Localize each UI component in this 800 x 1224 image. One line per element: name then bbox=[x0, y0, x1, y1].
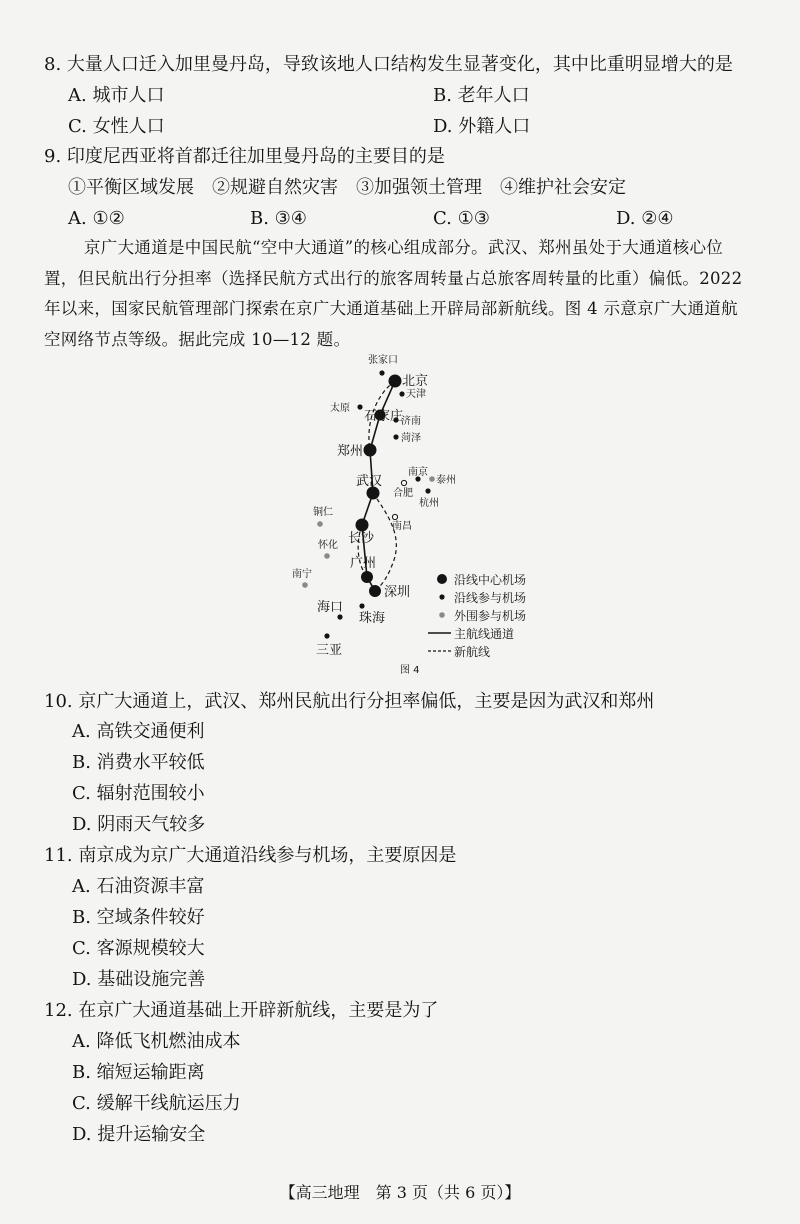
center-airport-guangzhou bbox=[361, 571, 373, 583]
q9-stem: 9. 印度尼西亚将首都迁往加里曼丹岛的主要目的是 bbox=[44, 146, 445, 167]
q12-option-c: C. 缓解干线航运压力 bbox=[72, 1093, 241, 1114]
airport-taiyuan bbox=[357, 404, 362, 409]
q8-stem: 8. 大量人口迁入加里曼丹岛，导致该地人口结构发生显著变化，其中比重明显增大的是 bbox=[44, 54, 733, 75]
passage-line: 京广大通道是中国民航“空中大通道”的核心组成部分。武汉、郑州虽处于大通道核心位 bbox=[84, 238, 724, 257]
airport-heze bbox=[393, 434, 398, 439]
q9-option-c: C. ①③ bbox=[433, 208, 490, 229]
airport-nanchang bbox=[392, 514, 397, 519]
label-nanning: 南宁 bbox=[292, 569, 312, 580]
q10-option-c: C. 辐射范围较小 bbox=[72, 783, 205, 804]
q11-stem: 11. 南京成为京广大通道沿线参与机场，主要原因是 bbox=[44, 845, 457, 866]
airport-huaihua bbox=[324, 553, 330, 559]
label-taiyuan: 太原 bbox=[330, 403, 350, 414]
label-zhangjiakou: 张家口 bbox=[368, 355, 398, 366]
airport-sanya bbox=[324, 633, 329, 638]
reading-passage bbox=[44, 233, 764, 355]
label-huaihua: 怀化 bbox=[318, 540, 338, 551]
q12-stem: 12. 在京广大通道基础上开辟新航线，主要是为了 bbox=[44, 1000, 439, 1021]
q12-option-d: D. 提升运输安全 bbox=[72, 1124, 206, 1145]
airport-hangzhou bbox=[425, 488, 430, 493]
map-legend bbox=[428, 572, 526, 659]
label-wuhan: 武汉 bbox=[356, 474, 383, 489]
label-tongren: 铜仁 bbox=[313, 507, 333, 518]
label-hefei: 合肥 bbox=[393, 488, 413, 499]
q11-option-b: B. 空域条件较好 bbox=[72, 907, 205, 928]
q10-stem: 10. 京广大通道上，武汉、郑州民航出行分担率偏低，主要是因为武汉和郑州 bbox=[44, 691, 655, 712]
airport-zhangjiakou bbox=[379, 370, 384, 375]
label-haikou: 海口 bbox=[317, 600, 344, 615]
airport-haikou bbox=[337, 614, 342, 619]
q11-option-c: C. 客源规模较大 bbox=[72, 938, 205, 959]
legend-center-symbol bbox=[437, 574, 447, 584]
center-airport-shenzhen bbox=[369, 585, 381, 597]
label-zhengzhou: 郑州 bbox=[337, 444, 364, 459]
page-footer: 【高三地理 第 3 页（共 6 页）】 bbox=[279, 1183, 521, 1202]
center-airport-beijing bbox=[389, 375, 402, 388]
q10-option-d: D. 阴雨天气较多 bbox=[72, 814, 206, 835]
q12-option-a: A. 降低飞机燃油成本 bbox=[72, 1031, 241, 1052]
q10-option-a: A. 高铁交通便利 bbox=[72, 721, 205, 742]
airport-tongren bbox=[317, 521, 323, 527]
q10-option-b: B. 消费水平较低 bbox=[72, 752, 205, 773]
label-zhuhai: 珠海 bbox=[359, 611, 386, 626]
label-shijiazhuang: 石家庄 bbox=[364, 409, 404, 424]
legend-participating-symbol bbox=[439, 594, 444, 599]
q8-option-b: B. 老年人口 bbox=[433, 85, 530, 106]
airport-hefei bbox=[401, 480, 406, 485]
airport-nanning bbox=[302, 582, 308, 588]
legend-main: 主航线通道 bbox=[454, 627, 515, 641]
label-guangzhou: 广州 bbox=[350, 556, 377, 571]
label-heze: 菏泽 bbox=[401, 433, 421, 444]
passage-line: 年以来，国家民航管理部门探索在京广大通道基础上开辟局部新航线。图 4 示意京广大通道航 bbox=[44, 299, 738, 318]
q9-option-d: D. ②④ bbox=[616, 208, 674, 229]
airport-tianjin bbox=[399, 391, 404, 396]
q8-option-c: C. 女性人口 bbox=[68, 116, 165, 137]
figure-caption: 图 4 bbox=[400, 665, 420, 676]
airport-zhuhai bbox=[359, 603, 364, 608]
q9-option-a: A. ①② bbox=[68, 208, 125, 229]
legend-peripheral-symbol bbox=[439, 612, 445, 618]
q12-option-b: B. 缩短运输距离 bbox=[72, 1062, 205, 1083]
center-airport-changsha bbox=[356, 519, 369, 532]
q9-items: ①平衡区域发展 ②规避自然灾害 ③加强领土管理 ④维护社会安定 bbox=[68, 177, 626, 198]
label-shenzhen: 深圳 bbox=[384, 585, 411, 600]
center-airport-zhengzhou bbox=[364, 444, 377, 457]
legend-center: 沿线中心机场 bbox=[454, 573, 527, 587]
q11-option-d: D. 基础设施完善 bbox=[72, 969, 206, 990]
airline-network-map bbox=[270, 345, 570, 685]
passage-line: 空网络节点等级。据此完成 10—12 题。 bbox=[44, 329, 351, 349]
new-route-line bbox=[373, 493, 396, 591]
legend-participating: 沿线参与机场 bbox=[454, 591, 527, 605]
label-hangzhou: 杭州 bbox=[419, 498, 439, 509]
label-nanchang: 南昌 bbox=[392, 521, 412, 532]
label-nanjing: 南京 bbox=[408, 467, 428, 478]
label-beijing: 北京 bbox=[402, 374, 429, 389]
label-tianjin: 天津 bbox=[406, 389, 426, 400]
airport-taizhou bbox=[429, 476, 435, 482]
passage-line: 置，但民航出行分担率（选择民航方式出行的旅客周转量占总旅客周转量的比重）偏低。2022 bbox=[44, 268, 743, 288]
label-changsha: 长沙 bbox=[348, 531, 375, 546]
q8-option-d: D. 外籍人口 bbox=[433, 116, 531, 137]
q8-option-a: A. 城市人口 bbox=[68, 85, 165, 106]
q9-option-b: B. ③④ bbox=[250, 208, 307, 229]
legend-peripheral: 外围参与机场 bbox=[454, 609, 527, 623]
label-jinan: 济南 bbox=[401, 416, 421, 427]
label-sanya: 三亚 bbox=[316, 643, 343, 658]
q11-option-a: A. 石油资源丰富 bbox=[72, 876, 205, 897]
label-taizhou: 泰州 bbox=[436, 475, 456, 486]
legend-new: 新航线 bbox=[454, 645, 491, 659]
